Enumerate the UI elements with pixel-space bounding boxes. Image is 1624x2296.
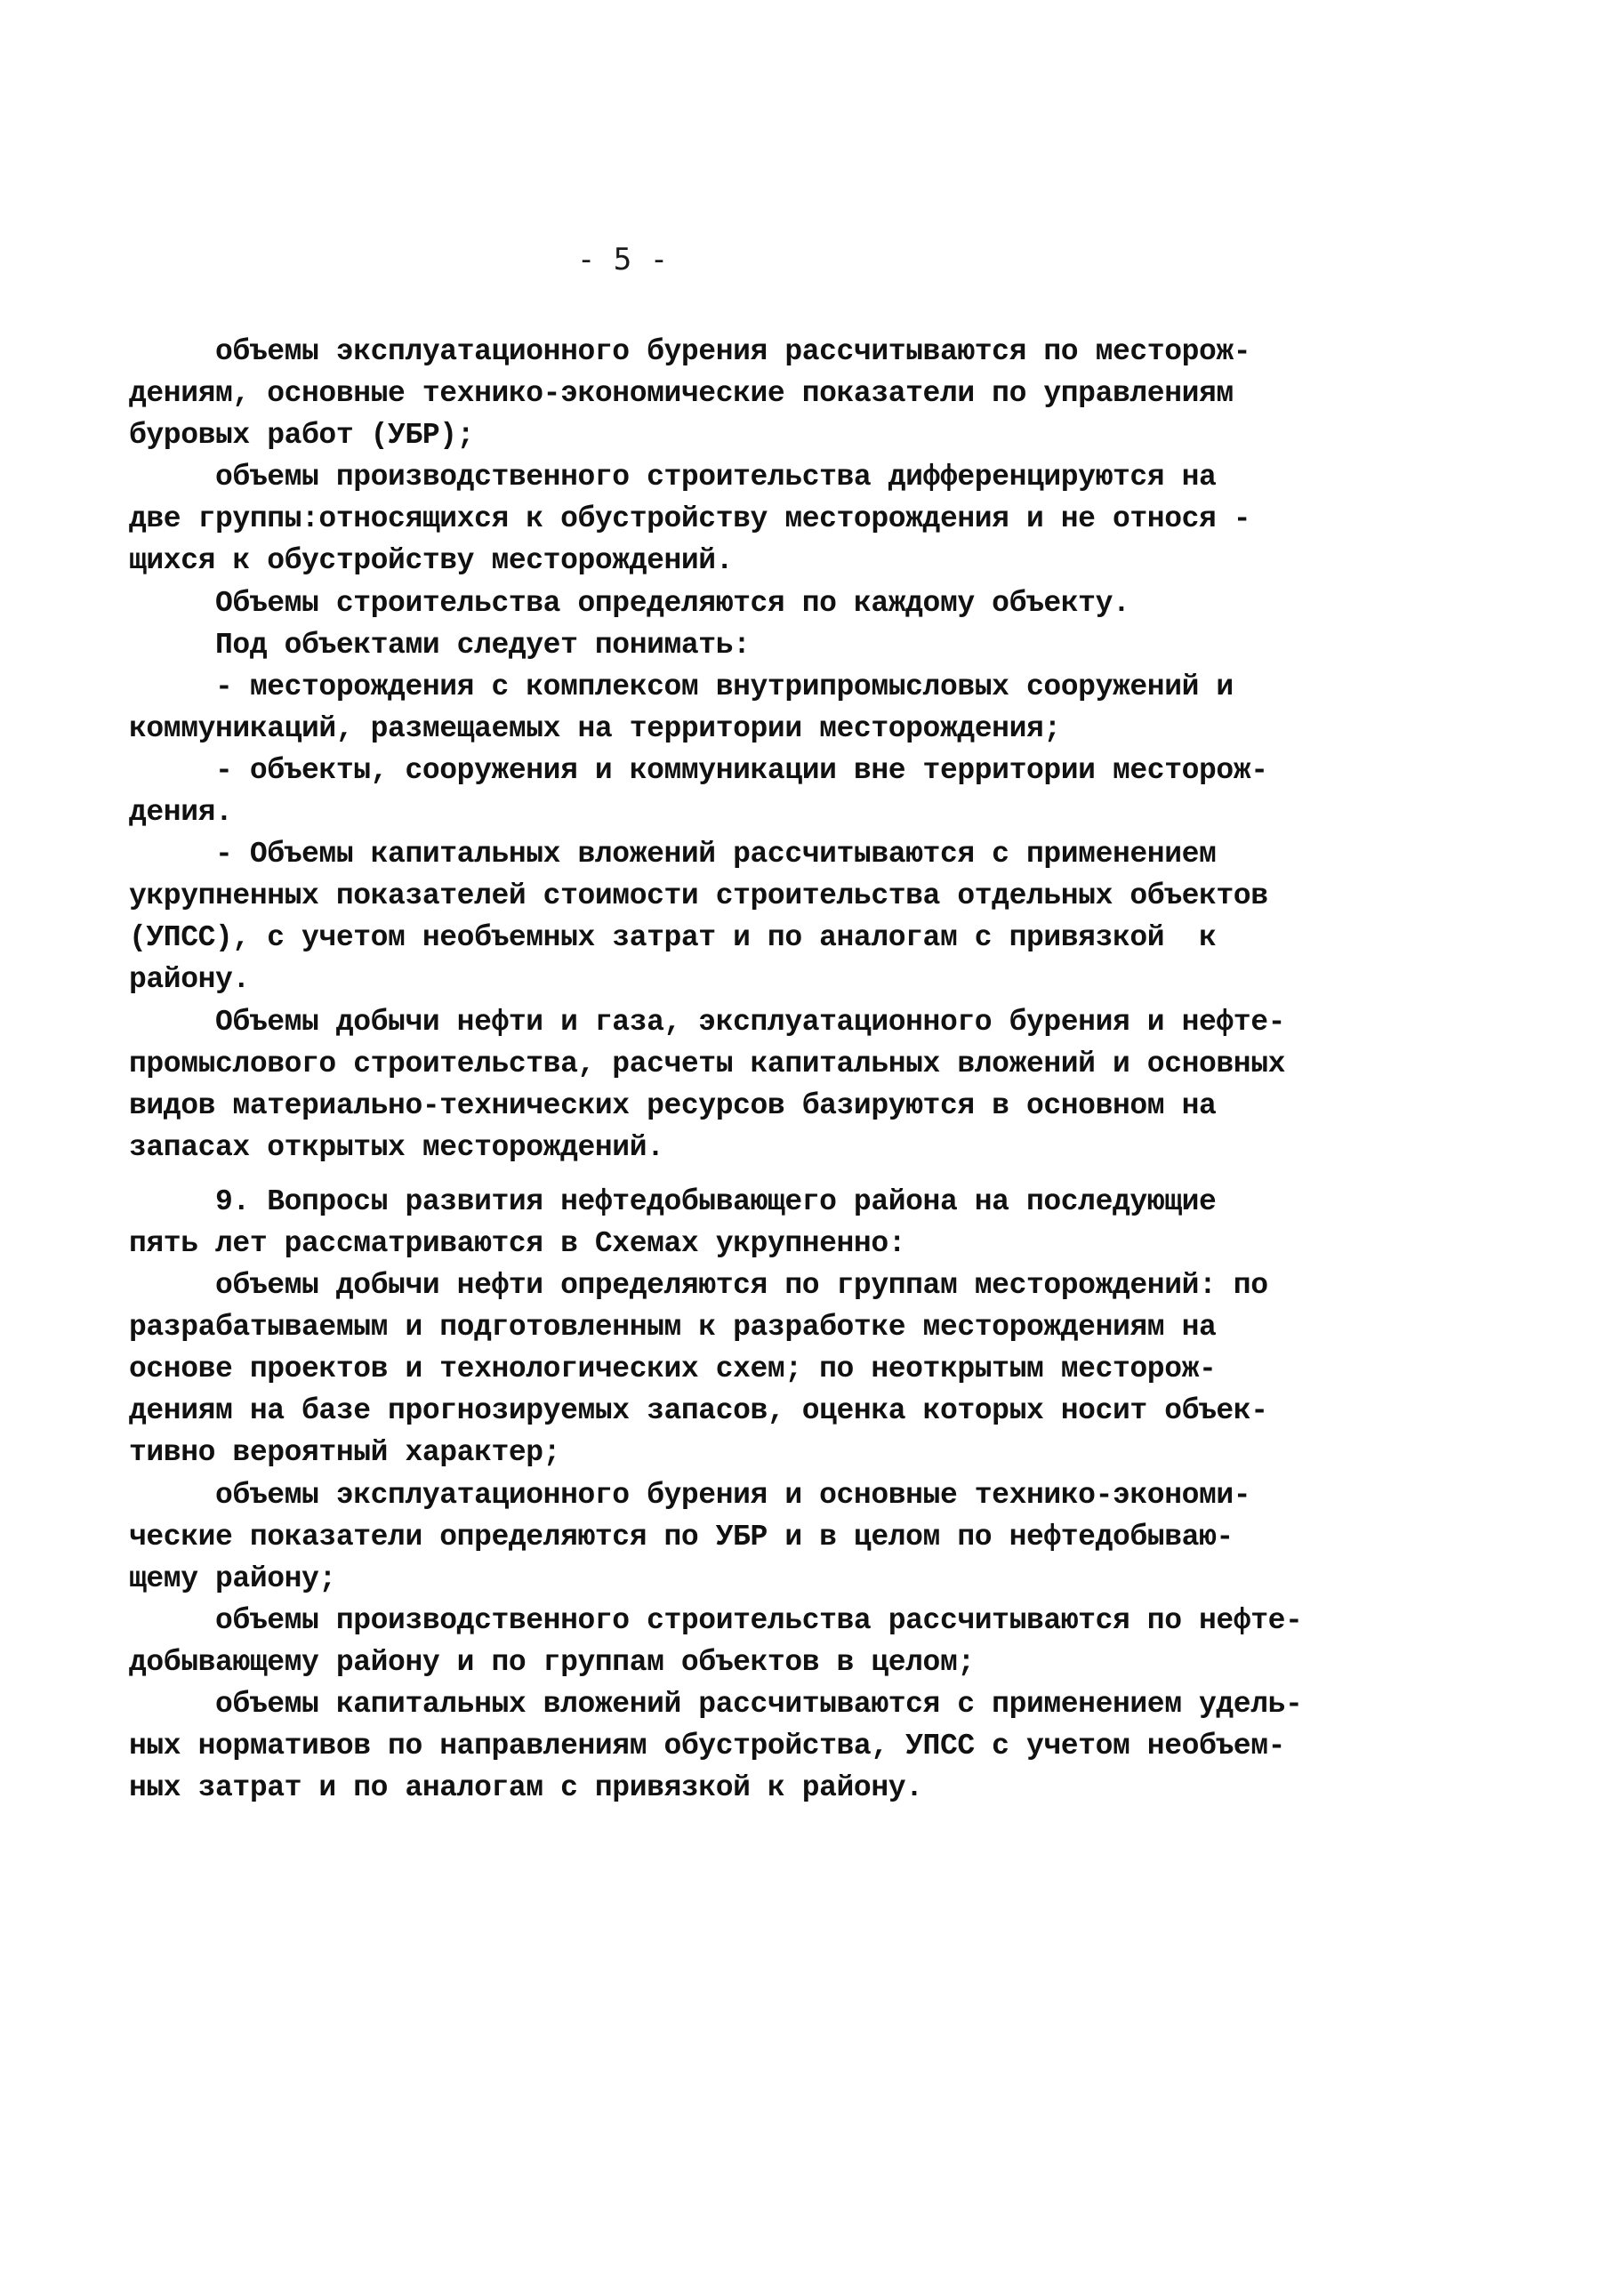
text-block — [129, 331, 1286, 1168]
text-line: Объемы добычи нефти и газа, эксплуатационного бурения и нефте- — [129, 1005, 1286, 1039]
text-line: разрабатываемым и подготовленным к разработке месторождениям на — [129, 1311, 1217, 1345]
paragraph-gap — [129, 1168, 1276, 1181]
text-line: району. — [129, 963, 250, 997]
text-line: запасах открытых месторождений. — [129, 1130, 664, 1164]
text-line: ческие показатели определяются по УБР и в целом по нефтедобываю- — [129, 1520, 1234, 1553]
text-line: укрупненных показателей стоимости строительства отдельных объектов — [129, 879, 1268, 913]
text-line: щему району; — [129, 1561, 336, 1595]
text-line: дениям, основные технико-экономические показатели по управлениям — [129, 377, 1234, 411]
text-line: - месторождения с комплексом внутрипромысловых сооружений и — [129, 670, 1234, 703]
text-line: 9. Вопросы развития нефтедобывающего района на последующие — [129, 1184, 1217, 1218]
text-line: две группы:относящихся к обустройству месторождения и не относя - — [129, 502, 1251, 536]
text-line: ных затрат и по аналогам с привязкой к району. — [129, 1771, 923, 1805]
text-line: буровых работ (УБР); — [129, 419, 475, 453]
text-line: щихся к обустройству месторождений. — [129, 544, 734, 578]
document-body — [129, 331, 1303, 1809]
text-line: объемы капитальных вложений рассчитываются с применением удель- — [129, 1688, 1303, 1721]
text-line: объемы добычи нефти определяются по группам месторождений: по — [129, 1269, 1268, 1303]
text-line: тивно вероятный характер; — [129, 1436, 561, 1470]
text-line: дениям на базе прогнозируемых запасов, оценка которых носит объек- — [129, 1394, 1268, 1428]
page-number: - 5 - — [576, 242, 669, 277]
text-line: коммуникаций, размещаемых на территории месторождения; — [129, 711, 1061, 745]
text-block — [129, 1181, 1303, 1809]
text-line: дения. — [129, 796, 233, 830]
text-line: объемы эксплуатационного бурения рассчитываются по месторож- — [129, 335, 1251, 368]
text-line: пять лет рассматриваются в Схемах укрупненно: — [129, 1226, 906, 1260]
text-line: Объемы строительства определяются по каждому объекту. — [129, 586, 1130, 620]
text-line: ных нормативов по направлениям обустройства, УПСС с учетом необъем- — [129, 1730, 1286, 1763]
text-line: (УПСС), с учетом необъемных затрат и по аналогам с привязкой к — [129, 921, 1217, 955]
text-line: добывающему району и по группам объектов в целом; — [129, 1645, 975, 1679]
text-line: видов материально-технических ресурсов базируются в основном на — [129, 1088, 1217, 1122]
text-line: основе проектов и технологических схем; по неоткрытым месторож- — [129, 1353, 1217, 1386]
text-line: - Объемы капитальных вложений рассчитываются с применением — [129, 838, 1217, 871]
text-line: - объекты, сооружения и коммуникации вне территории месторож- — [129, 753, 1268, 787]
text-line: Под объектами следует понимать: — [129, 628, 751, 662]
text-line: объемы производственного строительства рассчитываются по нефте- — [129, 1603, 1303, 1637]
text-line: объемы эксплуатационного бурения и основные технико-экономи- — [129, 1478, 1251, 1512]
text-line: объемы производственного строительства дифференцируются на — [129, 461, 1217, 494]
text-line: промыслового строительства, расчеты капитальных вложений и основных — [129, 1047, 1286, 1080]
